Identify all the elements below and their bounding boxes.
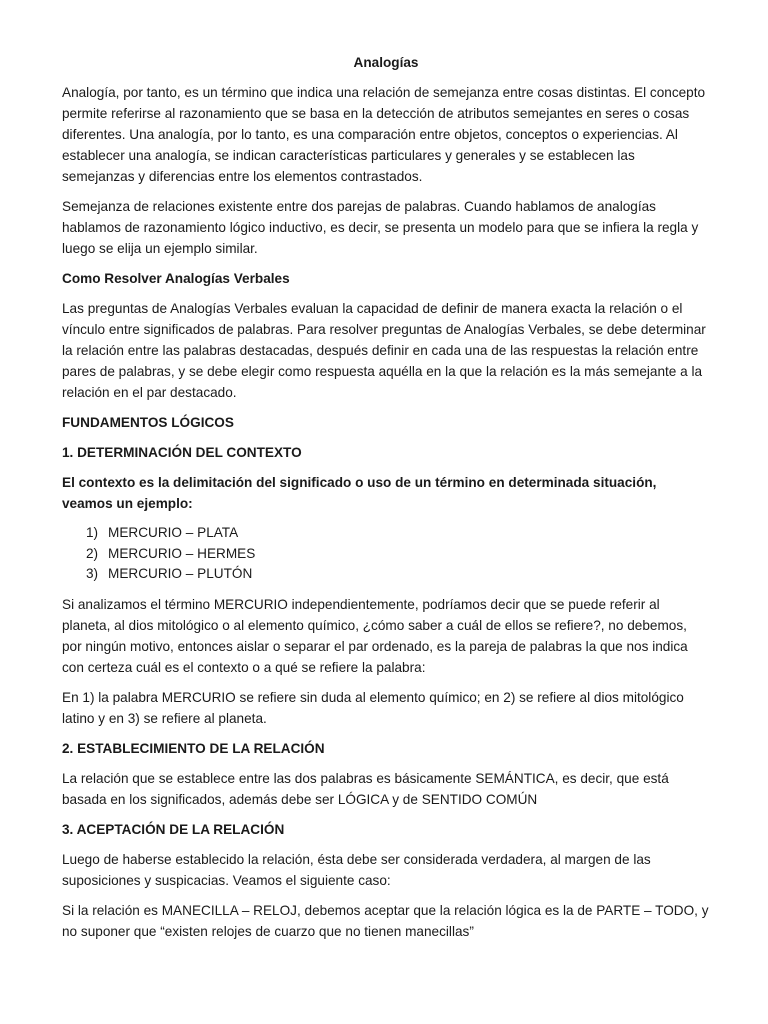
paragraph-semejanza: Semejanza de relaciones existente entre dos parejas de palabras. Cuando hablamos de analogías hablamos de razonamiento lógico inductivo, es decir, se presenta un modelo para que se infiera la regla y luego se elija un ejemplo similar. xyxy=(62,199,699,256)
list-item-number: 1) xyxy=(86,525,99,540)
paragraph-explicacion: En 1) la palabra MERCURIO se refiere sin duda al elemento químico; en 2) se refiere al dios mitológico latino y en 3) se refiere al planeta. xyxy=(62,689,684,726)
document-page xyxy=(62,52,710,951)
paragraph-analisis: Si analizamos el término MERCURIO independientemente, podríamos decir que se puede referir al planeta, al dios mitológico o al elemento químico, ¿cómo saber a cuál de ellos se refiere?, no debemos, por ningún motivo, entonces aislar o separar el par ordenado, es la pareja de palabras la que nos indica con certeza cuál es el contexto o a qué se refiere la palabra: xyxy=(62,596,688,675)
paragraph-contexto: El contexto es la delimitación del significado o uso de un término en determinada situación, veamos un ejemplo: xyxy=(62,475,657,511)
heading-contexto: 1. DETERMINACIÓN DEL CONTEXTO xyxy=(62,445,302,460)
list-item xyxy=(62,544,710,565)
list-item-text: MERCURIO – PLUTÓN xyxy=(108,566,253,581)
list-item-number: 2) xyxy=(86,545,99,561)
heading-como-resolver: Como Resolver Analogías Verbales xyxy=(62,271,290,286)
list-item xyxy=(62,523,710,544)
list-item xyxy=(62,564,710,585)
list-item-number: 3) xyxy=(86,566,99,581)
paragraph-definition: Analogía, por tanto, es un término que indica una relación de semejanza entre cosas distintas. El concepto permite referirse al razonamiento que se basa en la detección de atributos semejantes en seres o cosas diferentes. Una analogía, por lo tanto, es una comparación entre objetos, conceptos o experiencias. Al establecer una analogía, se indican características particulares y generales y se establecen las semejanzas y diferencias entre los elementos contrastados. xyxy=(62,85,706,184)
heading-relacion: 2. ESTABLECIMIENTO DE LA RELACIÓN xyxy=(62,740,325,756)
list-item-text: MERCURIO – PLATA xyxy=(108,525,239,540)
paragraph-relacion: La relación que se establece entre las dos palabras es básicamente SEMÁNTICA, es decir, que está basada en los significados, además debe ser LÓGICA y de SENTIDO COMÚN xyxy=(62,770,669,807)
paragraph-preguntas: Las preguntas de Analogías Verbales evaluan la capacidad de definir de manera exacta la relación o el vínculo entre significados de palabras. Para resolver preguntas de Analogías Verbales, se debe determinar la relación entre las palabras destacadas, después definir en cada una de las respuestas la relación entre pares de palabras, y se debe elegir como respuesta aquélla en la que la relación es la más semejante a la relación en el par destacado. xyxy=(62,301,706,400)
paragraph-aceptacion: Luego de haberse establecido la relación, ésta debe ser considerada verdadera, al margen de las suposiciones y suspicacias. Veamos el siguiente caso: xyxy=(62,851,651,888)
example-list xyxy=(62,523,710,585)
list-item-text: MERCURIO – HERMES xyxy=(108,545,256,561)
paragraph-manecilla: Si la relación es MANECILLA – RELOJ, debemos aceptar que la relación lógica es la de PARTE – TODO, y no suponer que “existen relojes de cuarzo que no tienen manecillas” xyxy=(62,902,709,939)
document-title: Analogías xyxy=(353,55,419,70)
heading-aceptacion: 3. ACEPTACIÓN DE LA RELACIÓN xyxy=(62,821,285,837)
heading-fundamentos: FUNDAMENTOS LÓGICOS xyxy=(62,415,234,430)
